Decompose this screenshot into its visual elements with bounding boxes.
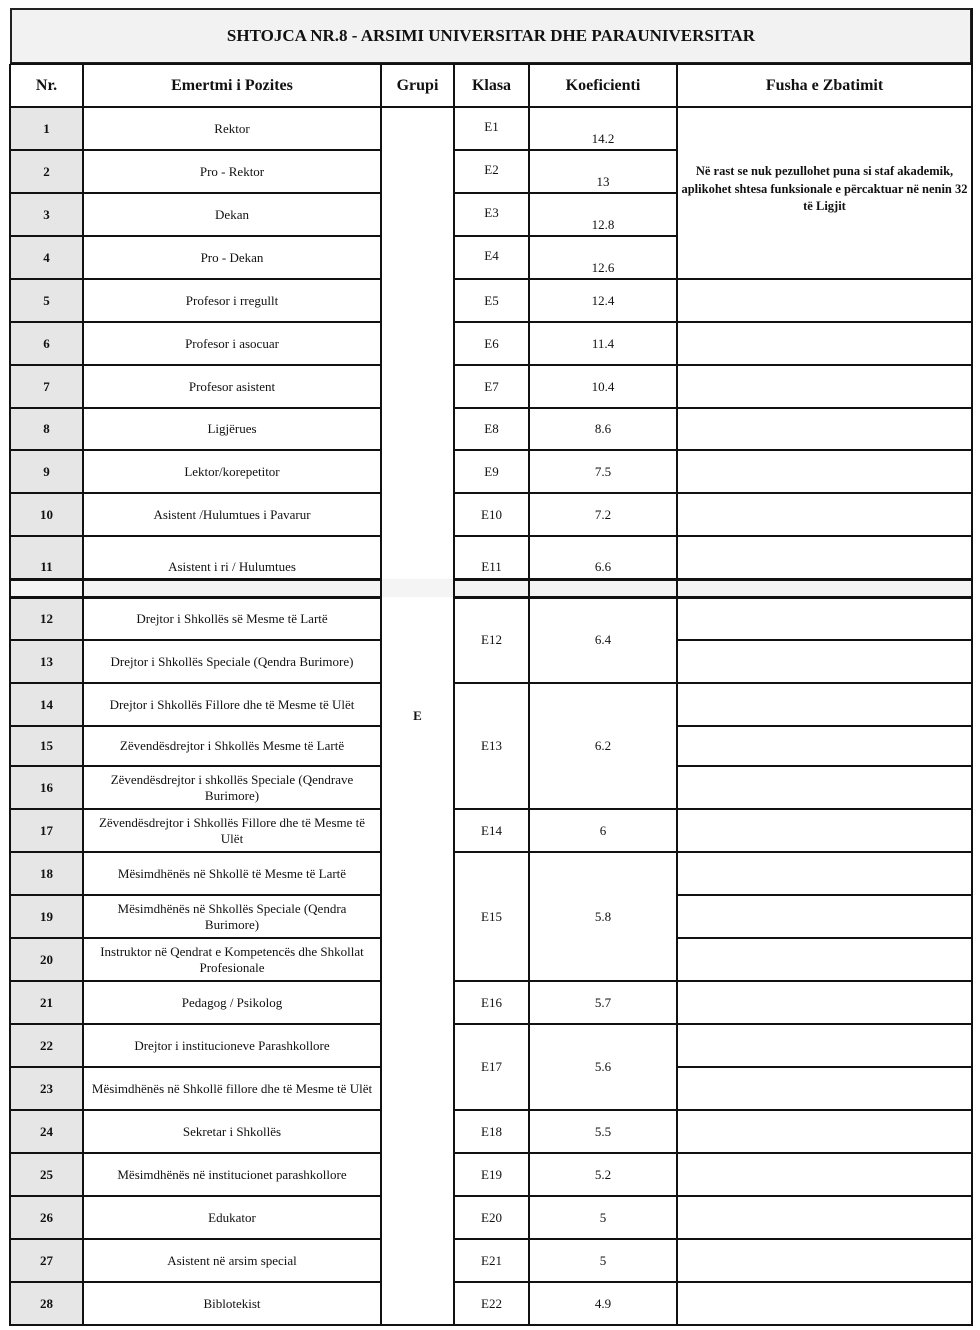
grid-line <box>677 449 972 451</box>
grid-line <box>454 535 677 537</box>
header-group: Grupi <box>396 76 439 94</box>
grid-line <box>10 725 381 727</box>
grid-line <box>677 639 972 641</box>
row-number: 3 <box>10 193 83 236</box>
grid-line <box>454 492 677 494</box>
coefficient-value: 11.4 <box>591 335 615 351</box>
class-code: E21 <box>481 1252 502 1268</box>
grid-line <box>454 449 677 451</box>
grid-line <box>10 1109 381 1111</box>
row-number: 5 <box>10 279 83 322</box>
grid-line <box>454 1023 677 1025</box>
position-name: Mësimdhënës në Shkollës Speciale (Qendra Burimore) <box>117 900 347 932</box>
class-code: E11 <box>481 558 502 574</box>
grid-line <box>454 192 677 194</box>
section-separator <box>10 579 972 597</box>
coefficient-value: 5 <box>599 1252 607 1268</box>
grid-line <box>677 851 972 853</box>
scope-note: Në rast se nuk pezullohet puna si staf akademik, aplikohet shtesa funksionale e përcaktuar në nenin 32 të Ligjit <box>681 164 968 213</box>
position-name: Dekan <box>215 206 249 222</box>
grid-line <box>10 1066 381 1068</box>
row-number: 25 <box>10 1153 83 1196</box>
grid-line <box>454 578 972 581</box>
grid-line <box>10 364 381 366</box>
class-code: E2 <box>484 162 499 177</box>
class-code: E13 <box>481 738 502 754</box>
grid-line <box>10 149 381 151</box>
grid-line <box>677 980 972 982</box>
grid-line <box>677 1023 972 1025</box>
position-name: Drejtor i Shkollës Speciale (Qendra Burimore) <box>110 653 354 669</box>
coefficient-value: 5.8 <box>594 908 612 924</box>
class-code: E1 <box>484 119 499 134</box>
grid-line <box>10 765 381 767</box>
position-name: Asistent në arsim special <box>167 1252 297 1268</box>
row-number: 15 <box>10 726 83 766</box>
coefficient-value: 7.5 <box>594 463 612 479</box>
class-code: E16 <box>481 994 502 1010</box>
grid-line <box>677 1195 972 1197</box>
grid-line <box>10 492 381 494</box>
grid-line <box>454 851 677 853</box>
class-code: E6 <box>484 335 499 351</box>
grid-line <box>10 1281 381 1283</box>
row-number: 9 <box>10 450 83 493</box>
grid-line <box>677 937 972 939</box>
position-name: Asistent /Hulumtues i Pavarur <box>153 506 311 522</box>
grid-line <box>677 1281 972 1283</box>
row-number: 7 <box>10 365 83 408</box>
position-name: Mësimdhënës në institucionet parashkollore <box>117 1166 347 1182</box>
position-name: Drejtor i Shkollës Fillore dhe të Mesme të Ulët <box>109 696 355 712</box>
row-number: 28 <box>10 1282 83 1325</box>
grid-line <box>10 682 381 684</box>
grid-line <box>677 725 972 727</box>
row-number: 20 <box>10 938 83 981</box>
position-name: Pedagog / Psikolog <box>181 994 283 1010</box>
coefficient-value: 8.6 <box>594 421 612 437</box>
row-number: 8 <box>10 408 83 450</box>
class-code: E10 <box>481 506 502 522</box>
grid-line <box>10 937 381 939</box>
position-name: Profesor asistent <box>188 378 276 394</box>
grid-line <box>454 149 677 151</box>
row-number: 6 <box>10 322 83 365</box>
row-number: 10 <box>10 493 83 536</box>
grid-line <box>454 596 972 599</box>
coefficient-value: 6 <box>599 822 607 838</box>
grid-line <box>677 1109 972 1111</box>
grid-line <box>380 64 382 1326</box>
grid-line <box>9 64 11 1326</box>
grid-line <box>454 1109 677 1111</box>
grid-line <box>10 851 381 853</box>
class-code: E8 <box>484 421 499 437</box>
grid-line <box>676 64 678 1326</box>
grid-line <box>677 1152 972 1154</box>
position-name: Zëvendësdrejtor i shkollës Speciale (Qendrave Burimore) <box>110 771 354 803</box>
grid-line <box>454 682 677 684</box>
position-name: Zëvendësdrejtor i Shkollës Mesme të Lartë <box>119 738 345 754</box>
row-number: 19 <box>10 895 83 938</box>
position-name: Instruktor në Qendrat e Kompetencës dhe Shkollat Profesionale <box>100 943 364 975</box>
coefficient-value: 5.7 <box>594 994 612 1010</box>
grid-line <box>10 980 381 982</box>
header-class: Klasa <box>471 76 512 94</box>
grid-line <box>454 1152 677 1154</box>
class-code: E14 <box>481 822 502 838</box>
coefficient-value: 6.2 <box>594 738 612 754</box>
row-number: 17 <box>10 809 83 852</box>
position-name: Biblotekist <box>203 1295 261 1311</box>
grid-line <box>677 535 972 537</box>
position-name: Ligjërues <box>207 421 257 437</box>
grid-line <box>677 894 972 896</box>
grid-line <box>10 894 381 896</box>
coefficient-value: 12.4 <box>591 292 615 308</box>
grid-line <box>454 1281 677 1283</box>
grid-line <box>454 278 677 280</box>
grid-line <box>10 1152 381 1154</box>
table-bottom-line <box>10 1324 972 1326</box>
position-name: Pro - Dekan <box>200 249 264 265</box>
row-number: 11 <box>10 536 83 597</box>
grid-line <box>677 278 972 280</box>
row-number: 2 <box>10 150 83 193</box>
grid-line <box>454 364 677 366</box>
row-number: 14 <box>10 683 83 726</box>
coefficient-value: 10.4 <box>591 378 615 394</box>
header-nr: Nr. <box>35 76 58 94</box>
class-code: E12 <box>481 632 502 648</box>
row-number: 18 <box>10 852 83 895</box>
position-name: Sekretar i Shkollës <box>182 1123 282 1139</box>
row-number: 13 <box>10 640 83 683</box>
grid-line <box>10 535 381 537</box>
class-code: E3 <box>484 205 499 220</box>
row-number: 21 <box>10 981 83 1024</box>
grid-line <box>454 235 677 237</box>
coefficient-value: 12.8 <box>591 217 615 233</box>
position-name: Mësimdhënës në Shkollë të Mesme të Lartë <box>117 865 347 881</box>
row-number: 1 <box>10 107 83 150</box>
class-code: E20 <box>481 1209 502 1225</box>
class-code: E15 <box>481 908 502 924</box>
coefficient-value: 13 <box>596 174 610 190</box>
position-name: Drejtor i institucioneve Parashkollore <box>134 1037 330 1053</box>
grid-line <box>10 578 381 581</box>
row-number: 22 <box>10 1024 83 1067</box>
position-name: Asistent i ri / Hulumtues <box>168 558 296 574</box>
position-name: Zëvendësdrejtor i Shkollës Fillore dhe të Mesme të Ulët <box>98 814 366 846</box>
class-code: E22 <box>481 1295 502 1311</box>
group-cell: E <box>413 708 422 724</box>
grid-line <box>10 321 381 323</box>
grid-line <box>10 639 381 641</box>
position-name: Mësimdhënës në Shkollë fillore dhe të Mesme të Ulët <box>91 1080 373 1096</box>
coefficient-value: 6.6 <box>594 558 612 574</box>
header-top-line <box>10 63 972 65</box>
grid-line <box>454 1195 677 1197</box>
grid-line <box>454 1238 677 1240</box>
coefficient-value: 5 <box>599 1209 607 1225</box>
position-name: Lektor/korepetitor <box>184 463 280 479</box>
coefficient-value: 5.2 <box>594 1166 612 1182</box>
class-code: E4 <box>484 248 499 263</box>
class-code: E5 <box>484 292 499 308</box>
class-code: E9 <box>484 463 499 479</box>
header-bottom-line <box>10 106 972 108</box>
position-name: Pro - Rektor <box>199 163 265 179</box>
grid-line <box>10 1238 381 1240</box>
header-scope: Fusha e Zbatimit <box>765 76 884 94</box>
class-code: E18 <box>481 1123 502 1139</box>
position-name: Drejtor i Shkollës së Mesme të Lartë <box>136 610 328 626</box>
coefficient-value: 12.6 <box>591 260 615 276</box>
grid-line <box>10 192 381 194</box>
header-position: Emertmi i Pozites <box>171 76 293 94</box>
grid-line <box>453 64 455 1326</box>
grid-line <box>677 407 972 409</box>
grid-line <box>677 492 972 494</box>
grid-line <box>10 808 381 810</box>
row-number: 12 <box>10 597 83 640</box>
row-number: 4 <box>10 236 83 279</box>
class-code: E7 <box>484 378 499 394</box>
grid-line <box>677 364 972 366</box>
coefficient-value: 5.5 <box>594 1123 612 1139</box>
coefficient-value: 14.2 <box>591 131 615 147</box>
coefficient-value: 5.6 <box>594 1059 612 1075</box>
coefficient-value: 4.9 <box>594 1295 612 1311</box>
row-number: 26 <box>10 1196 83 1239</box>
position-name: Profesor i rregullt <box>185 292 279 308</box>
position-name: Edukator <box>208 1209 256 1225</box>
grid-line <box>677 1066 972 1068</box>
grid-line <box>10 407 381 409</box>
position-name: Rektor <box>214 120 250 136</box>
grid-line <box>454 808 677 810</box>
grid-line <box>82 64 84 1326</box>
grid-line <box>454 980 677 982</box>
grid-line <box>677 321 972 323</box>
grid-line <box>10 278 381 280</box>
grid-line <box>10 1195 381 1197</box>
coefficient-value: 6.4 <box>594 632 612 648</box>
coefficient-value: 7.2 <box>594 506 612 522</box>
grid-line <box>454 321 677 323</box>
table-right-border <box>971 8 973 1326</box>
grid-line <box>528 64 530 1326</box>
row-number: 24 <box>10 1110 83 1153</box>
table-title: SHTOJCA NR.8 - ARSIMI UNIVERSITAR DHE PARAUNIVERSITAR <box>10 8 972 64</box>
class-code: E19 <box>481 1166 502 1182</box>
row-number: 27 <box>10 1239 83 1282</box>
class-code: E17 <box>481 1059 502 1075</box>
grid-line <box>10 596 381 599</box>
header-coefficient: Koeficienti <box>565 76 641 94</box>
grid-line <box>10 235 381 237</box>
row-number: 23 <box>10 1067 83 1110</box>
grid-line <box>677 765 972 767</box>
grid-line <box>677 682 972 684</box>
grid-line <box>677 808 972 810</box>
grid-line <box>10 449 381 451</box>
grid-line <box>677 1238 972 1240</box>
row-number: 16 <box>10 766 83 809</box>
grid-line <box>10 1023 381 1025</box>
position-name: Profesor i asocuar <box>185 335 279 351</box>
grid-line <box>454 407 677 409</box>
